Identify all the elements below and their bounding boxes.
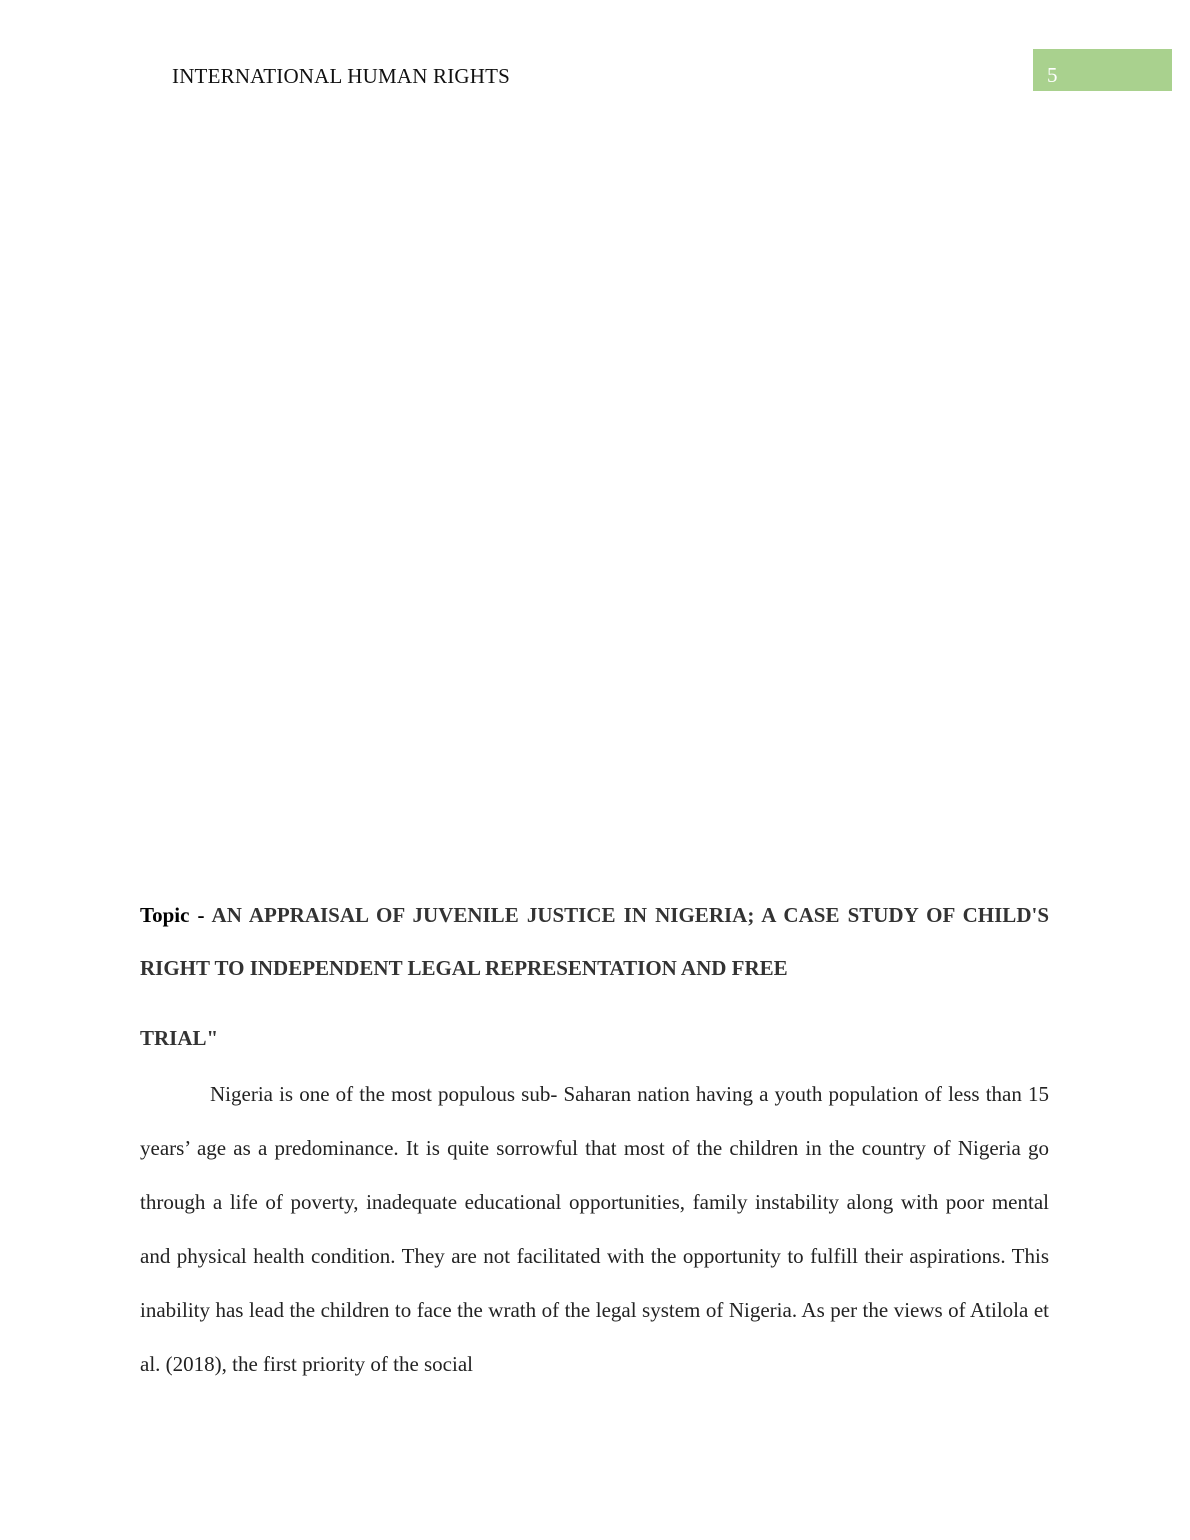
page-number: 5: [1047, 63, 1058, 87]
page-number-badge: [1033, 49, 1172, 91]
running-header-title: INTERNATIONAL HUMAN RIGHTS: [172, 64, 511, 88]
body-paragraph: Nigeria is one of the most populous sub- Saharan nation having a youth population of less than 15 years’ age as a predominance. It is quite sorrowful that most of the children in the country of Nigeria go through a life of poverty, inadequate educational opportunities, family instability along with poor mental and physical health condition. They are not facilitated with the opportunity to fulfill their aspirations. This inability has lead the children to face the wrath of the legal system of Nigeria. As per the views of Atilola et al. (2018), the first priority of the social: [140, 1082, 1049, 1376]
topic-title: AN APPRAISAL OF JUVENILE JUSTICE IN NIGERIA; A CASE STUDY OF CHILD'S RIGHT TO INDEPENDENT LEGAL REPRESENTATION AND FREE: [140, 903, 1049, 980]
topic-heading: [140, 889, 1049, 1065]
topic-title-last-line: TRIAL": [140, 1026, 219, 1050]
main-content: [140, 889, 1049, 1391]
topic-label: Topic -: [140, 903, 205, 927]
